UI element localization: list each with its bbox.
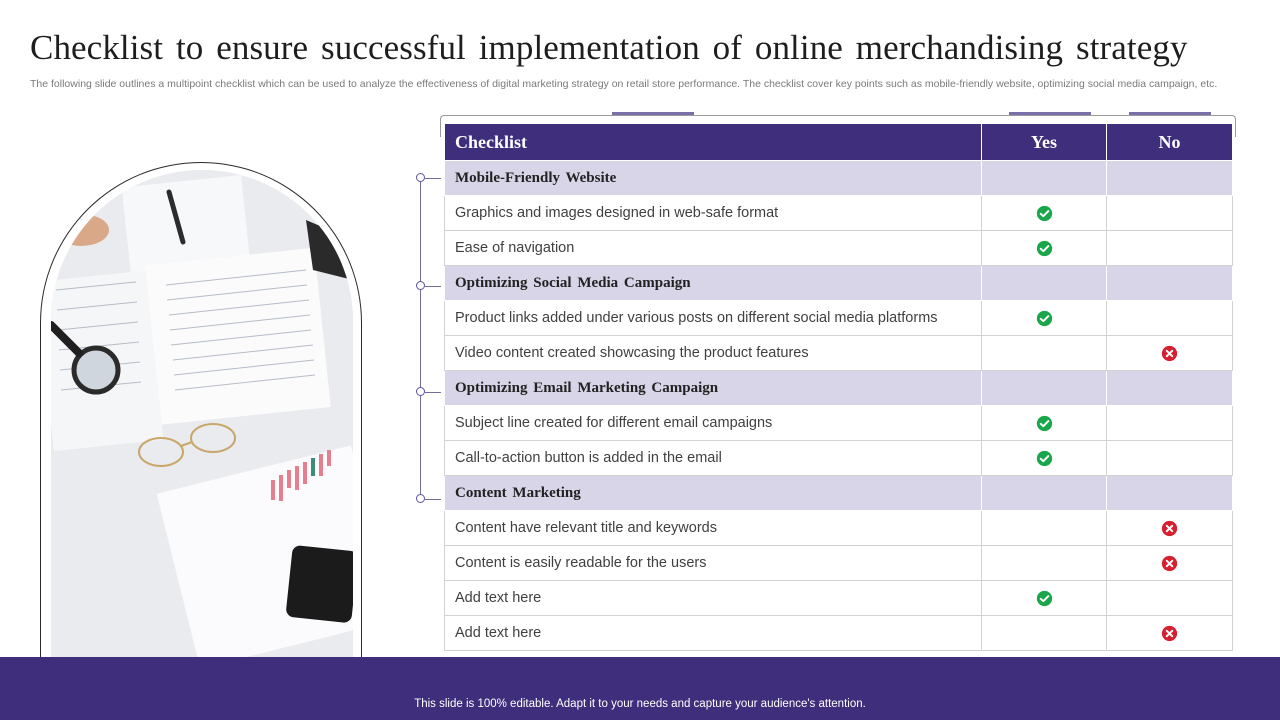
checklist-item-label: Video content created showcasing the product features — [445, 336, 982, 371]
desk-photo — [51, 170, 353, 670]
x-circle-icon — [1161, 555, 1178, 571]
footer-bar — [0, 657, 1280, 720]
yes-cell — [982, 231, 1107, 266]
checklist-item-label: Content is easily readable for the users — [445, 546, 982, 581]
table-row — [445, 231, 1233, 266]
yes-cell — [982, 511, 1107, 546]
slide-title: Checklist to ensure successful implementation of online merchandising strategy — [30, 28, 1188, 67]
yes-cell — [982, 301, 1107, 336]
no-cell — [1107, 616, 1233, 651]
no-cell — [1107, 441, 1233, 476]
checklist-item-label: Subject line created for different email campaigns — [445, 406, 982, 441]
table-row — [445, 336, 1233, 371]
no-cell — [1107, 231, 1233, 266]
no-cell — [1107, 161, 1233, 196]
no-cell — [1107, 581, 1233, 616]
timeline-dot — [416, 494, 425, 503]
no-cell — [1107, 511, 1233, 546]
section-label: Optimizing Social Media Campaign — [445, 266, 982, 301]
x-circle-icon — [1161, 625, 1178, 641]
section-label: Content Marketing — [445, 476, 982, 511]
check-circle-icon — [1036, 205, 1053, 221]
timeline-connector — [425, 392, 441, 393]
check-circle-icon — [1036, 415, 1053, 431]
x-circle-icon — [1161, 345, 1178, 361]
no-cell — [1107, 266, 1233, 301]
table-row — [445, 511, 1233, 546]
yes-cell — [982, 266, 1107, 301]
checklist-item-label: Add text here — [445, 581, 982, 616]
yes-cell — [982, 371, 1107, 406]
section-label: Optimizing Email Marketing Campaign — [445, 371, 982, 406]
yes-cell — [982, 581, 1107, 616]
no-cell — [1107, 406, 1233, 441]
no-cell — [1107, 301, 1233, 336]
footer-text: This slide is 100% editable. Adapt it to your needs and capture your audience's attention. — [414, 698, 866, 710]
header-checklist: Checklist — [445, 124, 982, 161]
header-no: No — [1107, 124, 1233, 161]
x-circle-icon — [1161, 520, 1178, 536]
no-cell — [1107, 371, 1233, 406]
timeline-line — [420, 178, 421, 500]
header-yes: Yes — [982, 124, 1107, 161]
checklist-item-label: Ease of navigation — [445, 231, 982, 266]
section-row — [445, 161, 1233, 196]
table-row — [445, 406, 1233, 441]
table-row — [445, 581, 1233, 616]
yes-cell — [982, 616, 1107, 651]
table-row — [445, 441, 1233, 476]
timeline-dot — [416, 281, 425, 290]
check-circle-icon — [1036, 590, 1053, 606]
check-circle-icon — [1036, 450, 1053, 466]
timeline-connector — [425, 499, 441, 500]
check-circle-icon — [1036, 310, 1053, 326]
table-header-row — [445, 124, 1233, 161]
no-cell — [1107, 546, 1233, 581]
yes-cell — [982, 476, 1107, 511]
timeline-dot — [416, 387, 425, 396]
yes-cell — [982, 406, 1107, 441]
timeline-connector — [425, 286, 441, 287]
timeline-dot — [416, 173, 425, 182]
table-row — [445, 616, 1233, 651]
checklist-item-label: Add text here — [445, 616, 982, 651]
table-row — [445, 301, 1233, 336]
yes-cell — [982, 196, 1107, 231]
yes-cell — [982, 161, 1107, 196]
no-cell — [1107, 476, 1233, 511]
checklist-item-label: Product links added under various posts on different social media platforms — [445, 301, 982, 336]
checklist-table — [444, 123, 1233, 651]
section-row — [445, 476, 1233, 511]
timeline-connector — [425, 178, 441, 179]
no-cell — [1107, 196, 1233, 231]
check-circle-icon — [1036, 240, 1053, 256]
section-row — [445, 371, 1233, 406]
section-row — [445, 266, 1233, 301]
table-row — [445, 196, 1233, 231]
slide-subtitle: The following slide outlines a multipoint checklist which can be used to analyze the effectiveness of digital marketing strategy on retail store performance. The checklist cover key points such as mobile-friendly website, optimizing social media campaign, etc. — [30, 78, 1218, 90]
yes-cell — [982, 546, 1107, 581]
table-row — [445, 546, 1233, 581]
section-label: Mobile-Friendly Website — [445, 161, 982, 196]
table-body — [445, 161, 1233, 651]
yes-cell — [982, 336, 1107, 371]
checklist-item-label: Graphics and images designed in web-safe format — [445, 196, 982, 231]
yes-cell — [982, 441, 1107, 476]
no-cell — [1107, 336, 1233, 371]
checklist-item-label: Call-to-action button is added in the email — [445, 441, 982, 476]
checklist-item-label: Content have relevant title and keywords — [445, 511, 982, 546]
desk-photo-illustration — [51, 170, 353, 670]
